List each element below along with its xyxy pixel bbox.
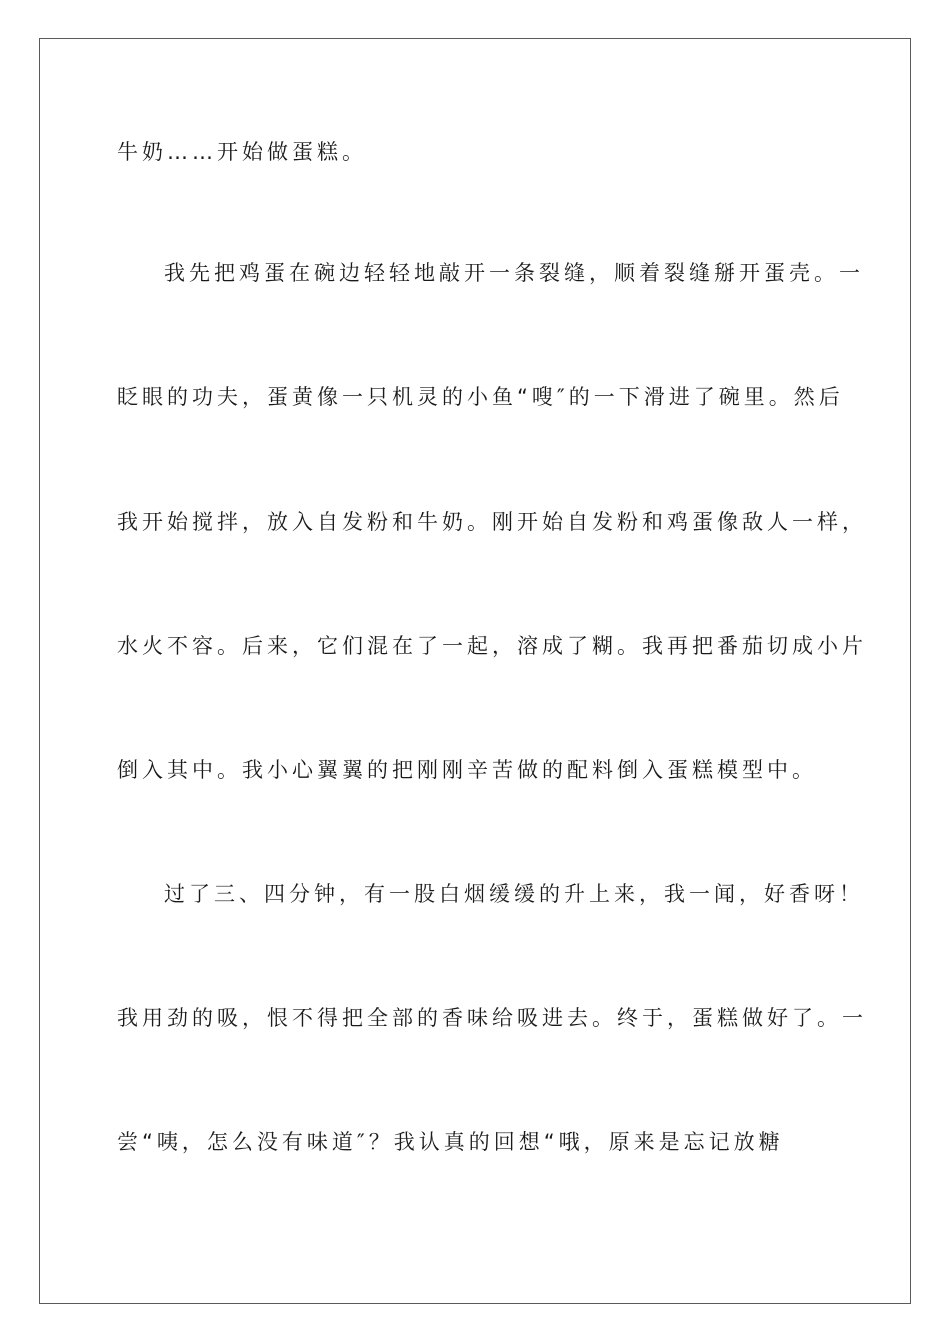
text-line-5: 水火不容。后来，它们混在了一起，溶成了糊。我再把番茄切成小片 <box>117 634 867 658</box>
text-line-4: 我开始搅拌，放入自发粉和牛奶。刚开始自发粉和鸡蛋像敌人一样， <box>117 510 867 534</box>
text-line-9: 尝“咦，怎么没有味道″？我认真的回想“哦，原来是忘记放糖 <box>117 1130 784 1154</box>
text-line-7: 过了三、四分钟，有一股白烟缓缓的升上来，我一闻，好香呀！ <box>164 882 864 906</box>
text-line-6: 倒入其中。我小心翼翼的把刚刚辛苦做的配料倒入蛋糕模型中。 <box>117 758 817 782</box>
page-border <box>39 38 911 1304</box>
text-line-1: 牛奶……开始做蛋糕。 <box>117 140 367 164</box>
text-line-8: 我用劲的吸，恨不得把全部的香味给吸进去。终于，蛋糕做好了。一 <box>117 1006 867 1030</box>
text-line-2: 我先把鸡蛋在碗边轻轻地敲开一条裂缝，顺着裂缝掰开蛋壳。一 <box>164 261 864 285</box>
text-line-3: 眨眼的功夫，蛋黄像一只机灵的小鱼“嗖″的一下滑进了碗里。然后 <box>117 385 844 409</box>
